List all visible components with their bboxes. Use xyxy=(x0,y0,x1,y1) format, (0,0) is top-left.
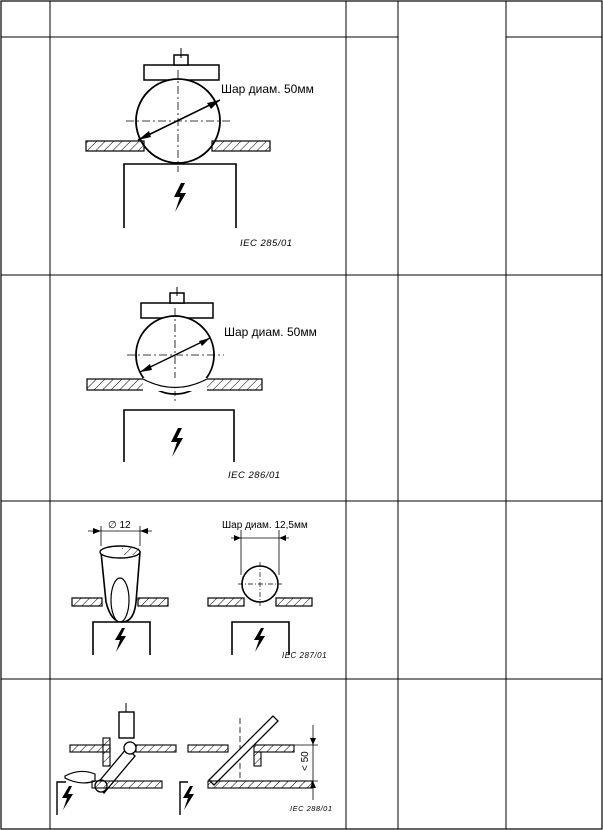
ball-label: Шар диам. 12,5мм xyxy=(222,520,308,531)
ball-label: Шар диам. 50мм xyxy=(221,82,314,96)
dimension-label: < 50 xyxy=(300,751,311,771)
ball-label: Шар диам. 50мм xyxy=(224,325,317,339)
figure-ball-50mm-2 xyxy=(87,287,317,481)
figure-code: IEC 287/01 xyxy=(282,651,328,660)
figure-finger-and-ball xyxy=(72,520,327,660)
figure-ball-50mm-1 xyxy=(86,48,314,249)
figure-code: IEC 285/01 xyxy=(240,238,293,249)
figure-code: IEC 288/01 xyxy=(290,804,333,813)
figure-probe-openings xyxy=(57,703,333,815)
diameter-label: ∅ 12 xyxy=(108,520,131,531)
table-grid xyxy=(1,1,602,829)
figure-code: IEC 286/01 xyxy=(228,470,281,481)
